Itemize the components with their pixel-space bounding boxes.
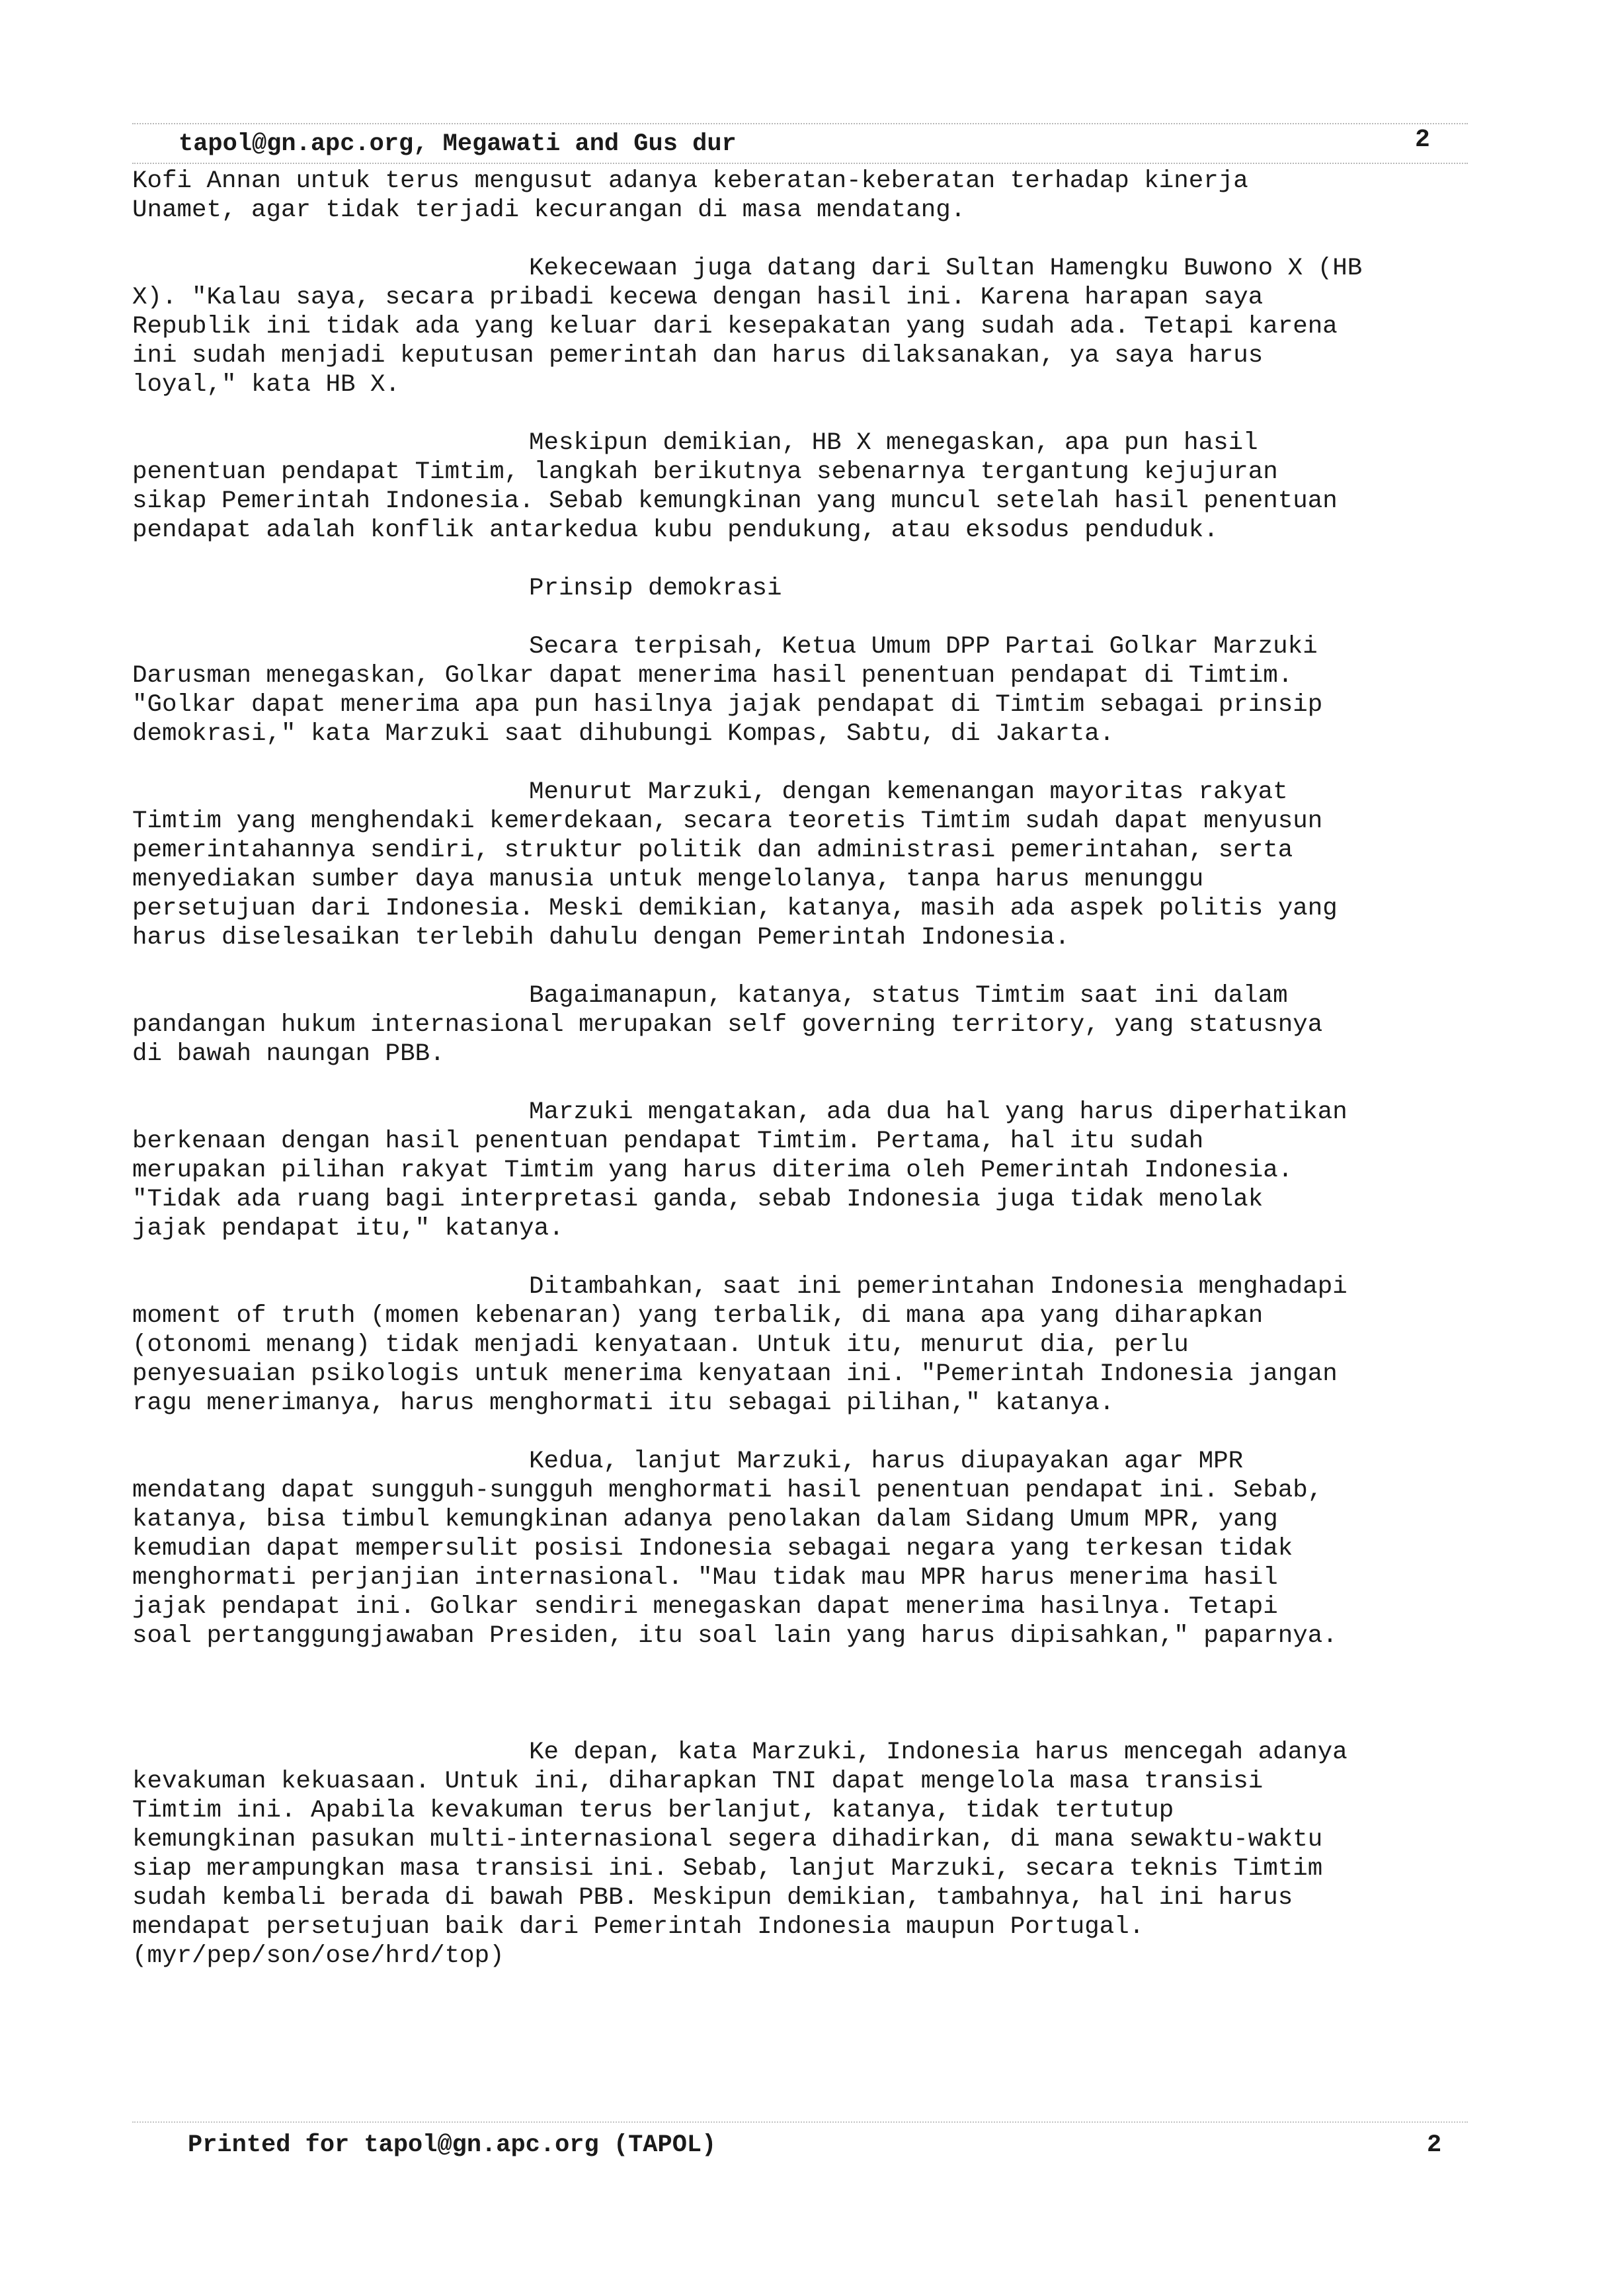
paragraph xyxy=(132,1098,1488,1243)
paragraph-line: Darusman menegaskan, Golkar dapat menerima hasil penentuan pendapat di Timtim. xyxy=(132,662,1293,690)
paragraph-line: menyediakan sumber daya manusia untuk mengelolanya, tanpa harus menunggu xyxy=(132,866,1204,893)
paragraph xyxy=(132,632,1488,749)
paragraph xyxy=(132,1738,1488,1971)
paragraph xyxy=(132,1680,1488,1709)
paragraph-line: soal pertanggungjawaban Presiden, itu soal lain yang harus dipisahkan," paparnya. xyxy=(132,1622,1338,1650)
paragraph-line: Unamet, agar tidak terjadi kecurangan di masa mendatang. xyxy=(132,196,966,224)
footer-rule xyxy=(132,2121,1468,2123)
paragraph xyxy=(132,1447,1488,1651)
paragraph-line: loyal," kata HB X. xyxy=(132,371,401,399)
paragraph-line: kemungkinan pasukan multi-internasional segera dihadirkan, di mana sewaktu-waktu xyxy=(132,1826,1323,1854)
paragraph-line: (myr/pep/son/ose/hrd/top) xyxy=(132,1942,504,1970)
page-header-number: 2 xyxy=(1415,126,1430,154)
paragraph xyxy=(132,254,1488,399)
paragraph-line: Kekecewaan juga datang dari Sultan Hamengku Buwono X (HB xyxy=(529,255,1363,282)
paragraph-line: penyesuaian psikologis untuk menerima kenyataan ini. "Pemerintah Indonesia jangan xyxy=(132,1360,1338,1388)
paragraph xyxy=(132,1272,1488,1418)
paragraph-line: Kofi Annan untuk terus mengusut adanya keberatan-keberatan terhadap kinerja xyxy=(132,167,1248,195)
document-body xyxy=(132,167,1488,2000)
paragraph-line: penentuan pendapat Timtim, langkah berikutnya sebenarnya tergantung kejujuran xyxy=(132,458,1278,486)
paragraph-line: di bawah naungan PBB. xyxy=(132,1040,445,1068)
paragraph-line: Secara terpisah, Ketua Umum DPP Partai Golkar Marzuki xyxy=(529,633,1318,661)
paragraph-line xyxy=(132,1680,1488,1709)
page-footer-printed-for: Printed for tapol@gn.apc.org (TAPOL) xyxy=(188,2131,717,2159)
paragraph-line: Timtim ini. Apabila kevakuman terus berlanjut, katanya, tidak tertutup xyxy=(132,1797,1174,1824)
paragraph xyxy=(132,167,1488,225)
paragraph xyxy=(132,429,1488,545)
paragraph-line: menghormati perjanjian internasional. "Mau tidak mau MPR harus menerima hasil xyxy=(132,1564,1278,1592)
paragraph-line: pandangan hukum internasional merupakan self governing territory, yang statusnya xyxy=(132,1011,1323,1039)
paragraph-line: berkenaan dengan hasil penentuan pendapat Timtim. Pertama, hal itu sudah xyxy=(132,1128,1204,1155)
paragraph-line: siap merampungkan masa transisi ini. Sebab, lanjut Marzuki, secara teknis Timtim xyxy=(132,1855,1323,1883)
paragraph-line: Ke depan, kata Marzuki, Indonesia harus mencegah adanya xyxy=(529,1739,1347,1766)
paragraph-line: mendatang dapat sungguh-sungguh menghormati hasil penentuan pendapat ini. Sebab, xyxy=(132,1477,1323,1504)
paragraph-line: moment of truth (momen kebenaran) yang terbalik, di mana apa yang diharapkan xyxy=(132,1302,1264,1330)
paragraph-line: "Golkar dapat menerima apa pun hasilnya jajak pendapat di Timtim sebagai prinsip xyxy=(132,691,1323,719)
paragraph-line: Kedua, lanjut Marzuki, harus diupayakan agar MPR xyxy=(529,1448,1244,1475)
paragraph-line: jajak pendapat itu," katanya. xyxy=(132,1215,564,1243)
paragraph xyxy=(132,778,1488,952)
header-bottom-rule xyxy=(132,163,1468,164)
paragraph-line: Menurut Marzuki, dengan kemenangan mayoritas rakyat xyxy=(529,778,1288,806)
paragraph-line: Ditambahkan, saat ini pemerintahan Indonesia menghadapi xyxy=(529,1273,1347,1301)
paragraph-line: merupakan pilihan rakyat Timtim yang harus diterima oleh Pemerintah Indonesia. xyxy=(132,1157,1293,1184)
paragraph-line: ragu menerimanya, harus menghormati itu sebagai pilihan," katanya. xyxy=(132,1389,1115,1417)
paragraph-line: kemudian dapat mempersulit posisi Indonesia sebagai negara yang terkesan tidak xyxy=(132,1535,1293,1563)
paragraph xyxy=(132,574,1488,603)
paragraph-line: demokrasi," kata Marzuki saat dihubungi Kompas, Sabtu, di Jakarta. xyxy=(132,720,1115,748)
paragraph xyxy=(132,981,1488,1069)
paragraph-line: Marzuki mengatakan, ada dua hal yang harus diperhatikan xyxy=(529,1098,1347,1126)
paragraph-line: (otonomi menang) tidak menjadi kenyataan. Untuk itu, menurut dia, perlu xyxy=(132,1331,1189,1359)
paragraph-line: Timtim yang menghendaki kemerdekaan, secara teoretis Timtim sudah dapat menyusun xyxy=(132,807,1323,835)
paragraph-line: pendapat adalah konflik antarkedua kubu pendukung, atau eksodus penduduk. xyxy=(132,516,1219,544)
paragraph-line: harus diselesaikan terlebih dahulu dengan Pemerintah Indonesia. xyxy=(132,924,1070,952)
paragraph-line: ini sudah menjadi keputusan pemerintah dan harus dilaksanakan, ya saya harus xyxy=(132,342,1264,370)
paragraph-line: mendapat persetujuan baik dari Pemerintah Indonesia maupun Portugal. xyxy=(132,1913,1145,1941)
paragraph-line: Republik ini tidak ada yang keluar dari kesepakatan yang sudah ada. Tetapi karena xyxy=(132,313,1338,341)
header-top-rule xyxy=(132,123,1468,124)
paragraph-line: jajak pendapat ini. Golkar sendiri menegaskan dapat menerima hasilnya. Tetapi xyxy=(132,1593,1278,1621)
paragraph-line: persetujuan dari Indonesia. Meski demikian, katanya, masih ada aspek politis yang xyxy=(132,895,1338,922)
paragraph-line: Bagaimanapun, katanya, status Timtim saat ini dalam xyxy=(529,982,1288,1010)
paragraph-line: Prinsip demokrasi xyxy=(529,575,782,602)
paragraph-line: sudah kembali berada di bawah PBB. Meskipun demikian, tambahnya, hal ini harus xyxy=(132,1884,1293,1912)
paragraph-line: X). "Kalau saya, secara pribadi kecewa dengan hasil ini. Karena harapan saya xyxy=(132,284,1264,311)
paragraph-line: kevakuman kekuasaan. Untuk ini, diharapkan TNI dapat mengelola masa transisi xyxy=(132,1768,1264,1795)
paragraph-line: "Tidak ada ruang bagi interpretasi ganda, sebab Indonesia juga tidak menolak xyxy=(132,1186,1264,1213)
paragraph-line: Meskipun demikian, HB X menegaskan, apa pun hasil xyxy=(529,429,1258,457)
page-header-title: tapol@gn.apc.org, Megawati and Gus dur xyxy=(179,130,737,158)
paragraph-line: pemerintahannya sendiri, struktur politik dan administrasi pemerintahan, serta xyxy=(132,837,1293,864)
page-footer-number: 2 xyxy=(1427,2131,1442,2159)
paragraph-line: katanya, bisa timbul kemungkinan adanya penolakan dalam Sidang Umum MPR, yang xyxy=(132,1506,1278,1534)
paragraph-line: sikap Pemerintah Indonesia. Sebab kemungkinan yang muncul setelah hasil penentuan xyxy=(132,487,1338,515)
